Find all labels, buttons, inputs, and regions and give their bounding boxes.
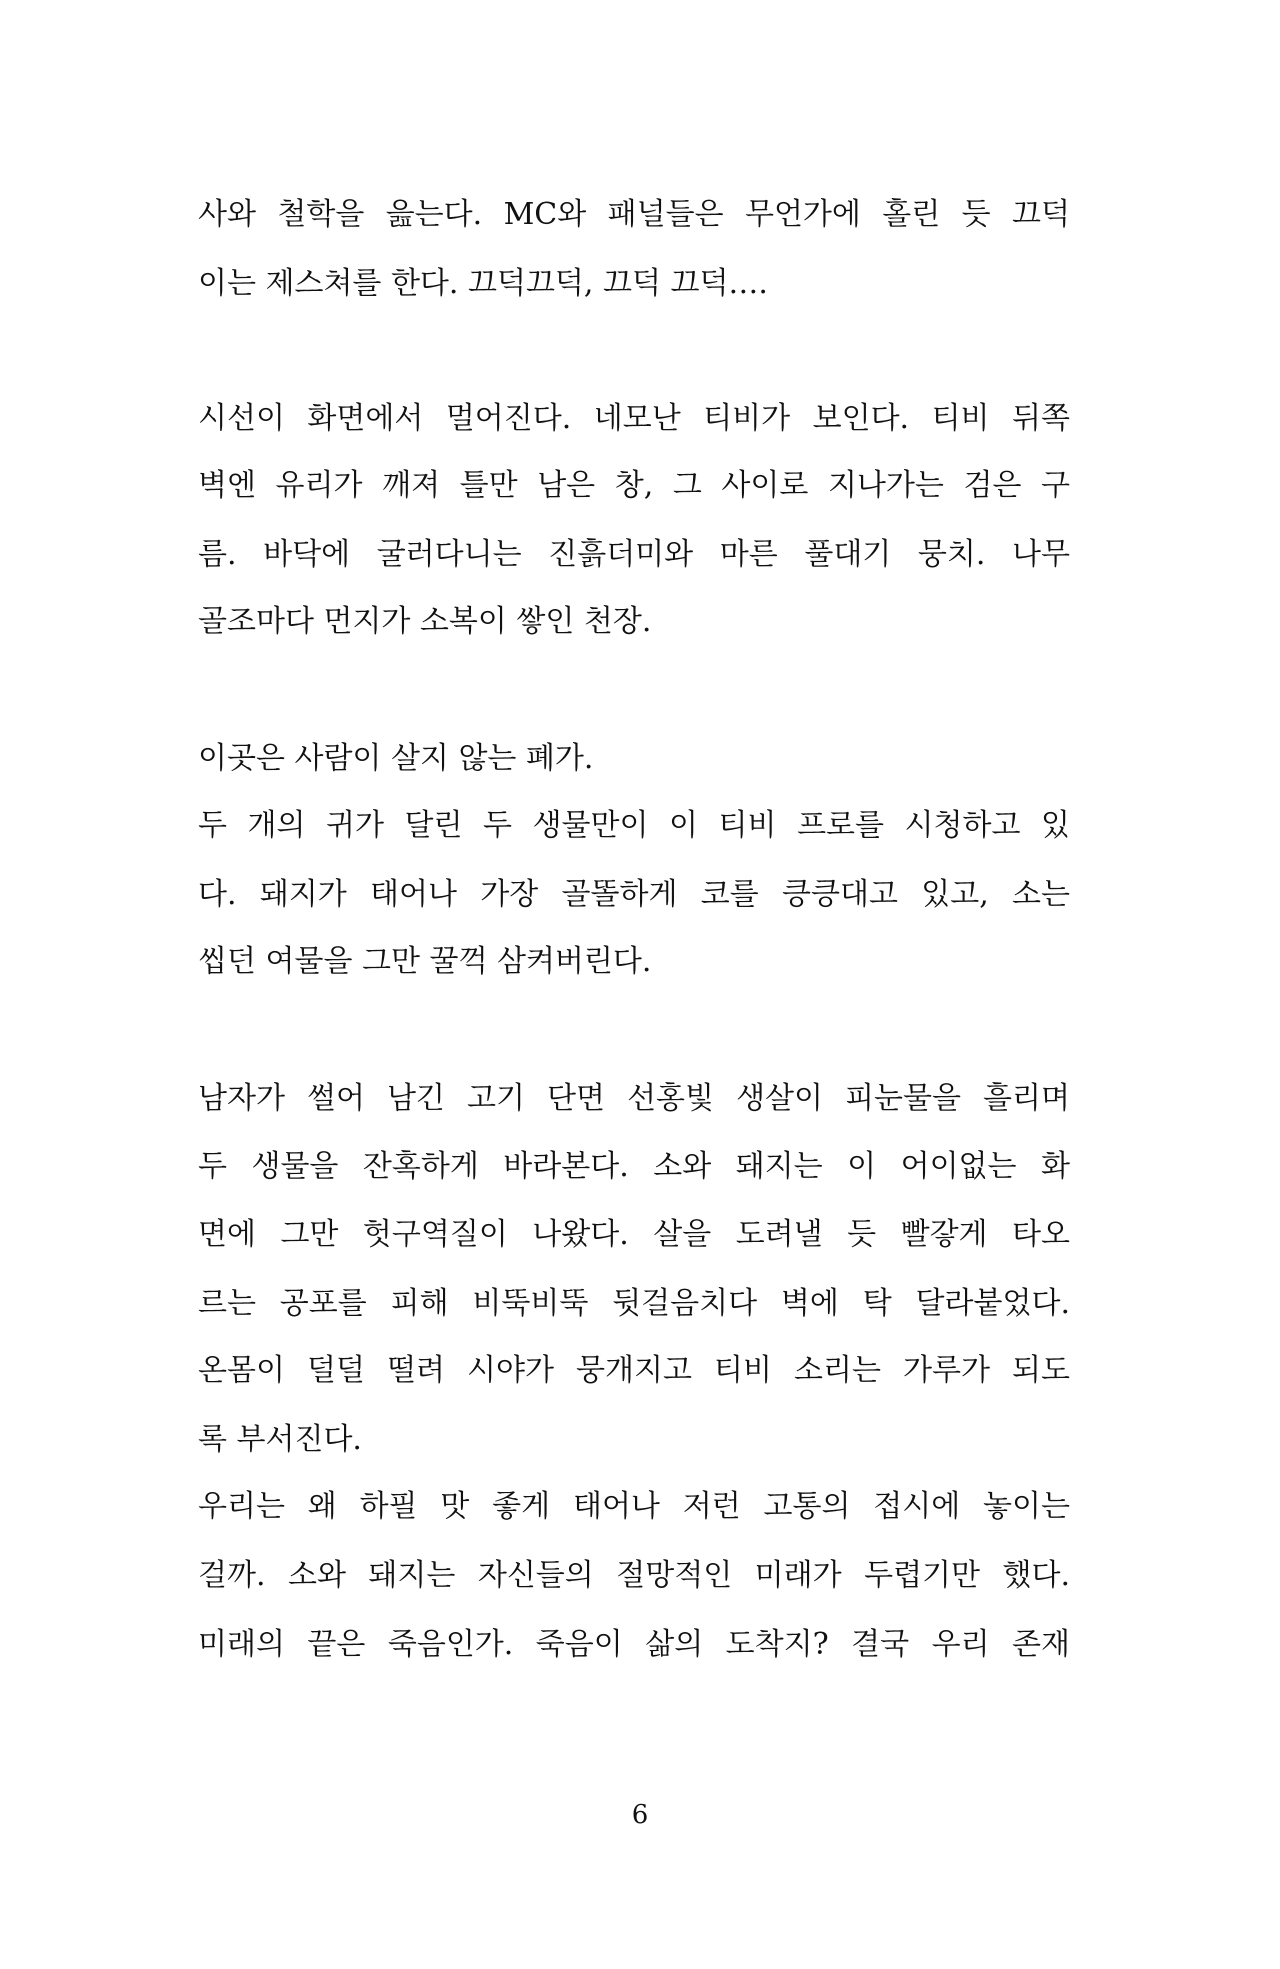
text-line: 이는 제스쳐를 한다. 끄덕끄덕, 끄덕 끄덕…. [198,266,768,301]
text-line: 이곳은 사람이 살지 않는 폐가. [198,741,594,776]
text-line: 면에 그만 헛구역질이 나왔다. 살을 도려낼 듯 빨갛게 타오 [198,1217,1070,1252]
text-line: 벽엔 유리가 깨져 틀만 남은 창, 그 사이로 지나가는 검은 구 [198,468,1070,503]
text-line: 남자가 썰어 남긴 고기 단면 선홍빛 생살이 피눈물을 흘리며 [198,1081,1070,1116]
text-line: 골조마다 먼지가 소복이 쌓인 천장. [198,604,652,639]
text-line: 다. 돼지가 태어나 가장 골똘하게 코를 킁킁대고 있고, 소는 [198,877,1070,912]
text-line: 씹던 여물을 그만 꿀꺽 삼켜버린다. [198,944,652,979]
page-number: 6 [631,1800,649,1830]
text-line: 걸까. 소와 돼지는 자신들의 절망적인 미래가 두렵기만 했다. [198,1558,1070,1593]
text-line: 온몸이 덜덜 떨려 시야가 뭉개지고 티비 소리는 가루가 되도 [198,1353,1070,1388]
text-line: 우리는 왜 하필 맛 좋게 태어나 저런 고통의 접시에 놓이는 [198,1489,1070,1524]
text-line: 두 생물을 잔혹하게 바라본다. 소와 돼지는 이 어이없는 화 [198,1149,1070,1184]
text-line: 름. 바닥에 굴러다니는 진흙더미와 마른 풀대기 뭉치. 나무 [198,537,1070,572]
text-line: 르는 공포를 피해 비뚝비뚝 뒷걸음치다 벽에 탁 달라붙었다. [198,1286,1070,1321]
text-line: 미래의 끝은 죽음인가. 죽음이 삶의 도착지? 결국 우리 존재 [198,1627,1070,1662]
text-line: 시선이 화면에서 멀어진다. 네모난 티비가 보인다. 티비 뒤쪽 [198,401,1070,436]
text-line: 록 부서진다. [198,1422,362,1457]
text-line: 두 개의 귀가 달린 두 생물만이 이 티비 프로를 시청하고 있 [198,808,1070,843]
text-line: 사와 철학을 읊는다. MC와 패널들은 무언가에 홀린 듯 끄덕 [198,197,1070,232]
